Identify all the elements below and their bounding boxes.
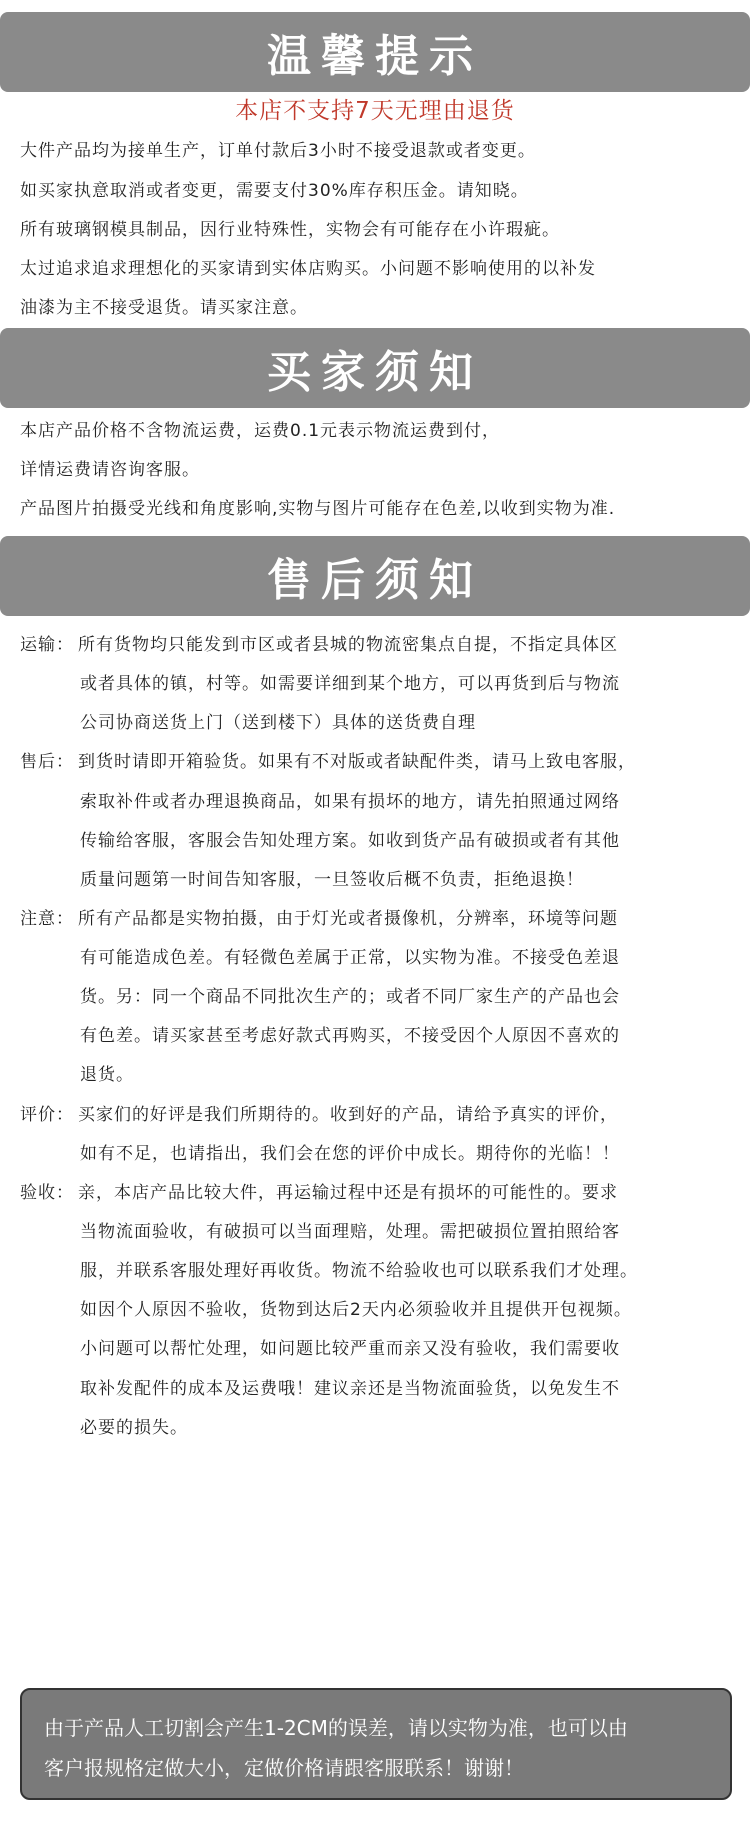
inspection-text: 必要的损失。 [80,1418,188,1438]
review-text: 买家们的好评是我们所期待的。收到好的产品，请给予真实的评价， [78,1105,618,1125]
notice-line: 客户报规格定做大小，定做价格请跟客服联系！谢谢！ [44,1756,524,1780]
attention-text: 有可能造成色差。有轻微色差属于正常，以实物为准。不接受色差退 [80,948,620,968]
aftersale-text: 传输给客服，客服会告知处理方案。如收到货产品有破损或者有其他 [80,831,620,851]
buyer-line: 产品图片拍摄受光线和角度影响,实物与图片可能存在色差,以收到实物为准. [20,499,616,519]
attention-text: 有色差。请买家甚至考虑好款式再购买，不接受因个人原因不喜欢的 [80,1026,620,1046]
tips-line: 如买家执意取消或者变更，需要支付30%库存积压金。请知晓。 [20,181,529,201]
tips-line: 油漆为主不接受退货。请买家注意。 [20,298,308,318]
attention-text: 所有产品都是实物拍摄，由于灯光或者摄像机，分辨率，环境等问题 [78,909,618,929]
aftersale-text: 到货时请即开箱验货。如果有不对版或者缺配件类，请马上致电客服， [78,752,636,772]
shipping-label: 运输： [20,635,74,655]
shipping-text: 或者具体的镇，村等。如需要详细到某个地方，可以再货到后与物流 [80,674,620,694]
inspection-text: 小问题可以帮忙处理，如问题比较严重而亲又没有验收，我们需要收 [80,1339,620,1359]
inspection-text: 服，并联系客服处理好再收货。物流不给验收也可以联系我们才处理。 [80,1261,638,1281]
review-label: 评价： [20,1105,74,1125]
aftersale-title: 售后须知 [267,555,483,606]
tips-title: 温馨提示 [267,31,483,82]
inspection-text: 亲，本店产品比较大件，再运输过程中还是有损坏的可能性的。要求 [78,1183,618,1203]
buyer-line: 详情运费请咨询客服。 [20,460,200,480]
attention-text: 货。另：同一个商品不同批次生产的；或者不同厂家生产的产品也会 [80,987,620,1007]
inspection-text: 如因个人原因不验收，货物到达后2天内必须验收并且提供开包视频。 [80,1300,632,1320]
notice-line: 由于产品人工切割会产生1-2CM的误差，请以实物为准，也可以由 [44,1716,628,1740]
aftersale-banner [0,536,750,616]
aftersale-text: 索取补件或者办理退换商品，如果有损坏的地方，请先拍照通过网络 [80,792,620,812]
attention-label: 注意： [20,909,74,929]
aftersale-label: 售后： [20,752,74,772]
inspection-text: 当物流面验收，有破损可以当面理赔，处理。需把破损位置拍照给客 [80,1222,620,1242]
buyer-title: 买家须知 [267,347,483,398]
shipping-text: 所有货物均只能发到市区或者县城的物流密集点自提，不指定具体区 [78,635,618,655]
no-return-headline: 本店不支持7天无理由退货 [235,98,515,124]
tips-line: 太过追求追求理想化的买家请到实体店购买。小问题不影响使用的以补发 [20,259,596,279]
tips-line: 大件产品均为接单生产，订单付款后3小时不接受退款或者变更。 [20,141,536,161]
inspection-label: 验收： [20,1183,74,1203]
tips-line: 所有玻璃钢模具制品，因行业特殊性，实物会有可能存在小许瑕疵。 [20,220,560,240]
buyer-line: 本店产品价格不含物流运费，运费0.1元表示物流运费到付， [20,421,501,441]
buyer-banner [0,328,750,408]
tips-banner [0,12,750,92]
inspection-text: 取补发配件的成本及运费哦！建议亲还是当物流面验货，以免发生不 [80,1379,620,1399]
aftersale-text: 质量问题第一时间告知客服，一旦签收后概不负责，拒绝退换！ [80,870,584,890]
tolerance-notice [20,1688,732,1800]
shipping-text: 公司协商送货上门（送到楼下）具体的送货费自理 [80,713,476,733]
attention-text: 退货。 [80,1065,134,1085]
review-text: 如有不足，也请指出，我们会在您的评价中成长。期待你的光临！！ [80,1144,620,1164]
